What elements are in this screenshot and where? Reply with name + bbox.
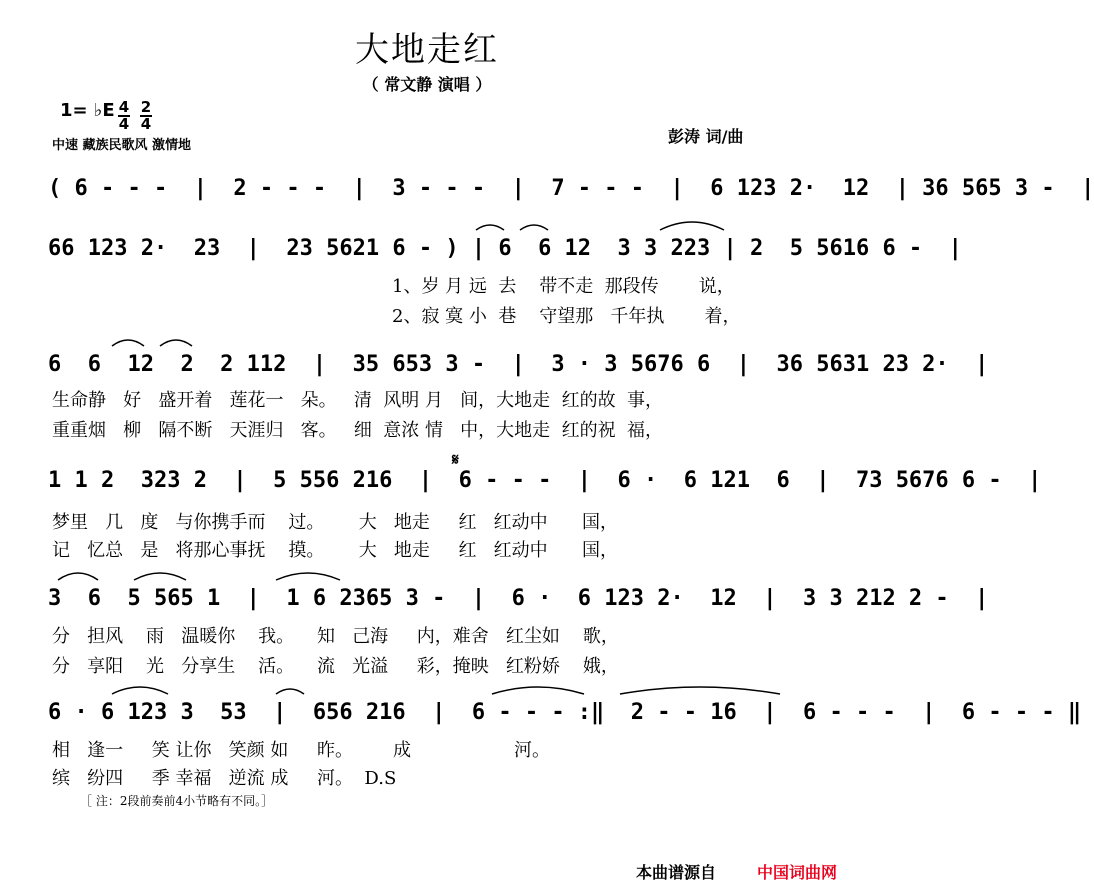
slur-arc: [276, 689, 304, 694]
slur-arc: [112, 340, 144, 346]
slur-arc: [492, 687, 584, 694]
key-signature: 1= ♭E: [60, 100, 115, 121]
author-credit: 彭涛 词/曲: [668, 127, 744, 146]
slur-arc: [620, 687, 780, 694]
lyric-line-3-verse-1: 生命静 好 盛开着 莲花一 朵。 清 风明 月 间，大地走 红的故 事，: [52, 390, 664, 411]
time-signature-4-4: 4 4: [118, 98, 130, 133]
notation-line-6: 6 · 6 123 3 53 | 656 216 | 6 - - - :‖ 2 - - 16 | 6 - - - | 6 - - - ‖: [48, 700, 1082, 725]
lyric-line-5-verse-1: 分 担风 雨 温暖你 我。 知 己海 内，难舍 红尘如 歌，: [52, 626, 619, 647]
slur-arc: [112, 687, 168, 694]
source-label: 本曲谱源自: [636, 863, 717, 882]
lyric-line-4-verse-2: 记 忆总 是 将那心事抚 摸。 大 地走 红 红动中 国，: [52, 540, 618, 561]
singer-credit: （ 常文静 演唱 ）: [362, 75, 492, 94]
lyric-line-4-verse-1: 梦里 几 度 与你携手而 过。 大 地走 红 红动中 国，: [52, 512, 618, 533]
notation-line-4: 1 1 2 323 2 | 5 556 216 | 6 - - - | 6 · 6 121 6 | 73 5676 6 - |: [48, 468, 1042, 493]
notation-line-1: ( 6 - - - | 2 - - - | 3 - - - | 7 - - - | 6 123 2· 12 | 36 565 3 - |: [48, 176, 1094, 201]
time-signature-2-4: 2 4: [140, 98, 152, 133]
site-link[interactable]: 中国词曲网: [757, 863, 838, 882]
lyric-line-6-verse-2: 缤 纷四 季 幸福 逆流 成 河。 D.S: [52, 768, 397, 789]
notation-line-2: 66 123 2· 23 | 23 5621 6 - ) | 6 6 12 3 3 223 | 2 5 5616 6 - |: [48, 236, 962, 261]
lyric-line-6-verse-1: 相 逢一 笑 让你 笑颜 如 昨。 成 河。: [52, 740, 551, 761]
slur-arc: [276, 573, 340, 580]
lyric-line-2-verse-1: 1、岁 月 远 去 带不走 那段传 说，: [392, 276, 735, 297]
footnote: ［ 注：2段前奏前4小节略有不同。］: [80, 794, 274, 808]
lyric-line-2-verse-2: 2、寂 寞 小 巷 守望那 千年执 着，: [392, 306, 741, 327]
lyric-line-5-verse-2: 分 享阳 光 分享生 活。 流 光溢 彩，掩映 红粉娇 娥，: [52, 656, 619, 677]
segno-sign: 𝄋: [452, 450, 459, 469]
notation-line-3: 6 6 12 2 2 112 | 35 653 3 - | 3 · 3 5676 6 | 36 5631 23 2· |: [48, 352, 989, 377]
tempo-marking: 中速 藏族民歌风 激情地: [52, 138, 192, 153]
slur-arc: [660, 222, 724, 230]
slur-arc: [58, 573, 98, 580]
slur-arc: [134, 573, 186, 580]
song-title: 大地走红: [355, 30, 499, 70]
slur-arc: [520, 225, 548, 230]
notation-line-5: 3 6 5 565 1 | 1 6 2365 3 - | 6 · 6 123 2· 12 | 3 3 212 2 - |: [48, 586, 989, 611]
slur-arc: [476, 225, 504, 230]
lyric-line-3-verse-2: 重重烟 柳 隔不断 天涯归 客。 细 意浓 情 中，大地走 红的祝 福，: [52, 420, 664, 441]
slur-arc: [160, 340, 192, 346]
